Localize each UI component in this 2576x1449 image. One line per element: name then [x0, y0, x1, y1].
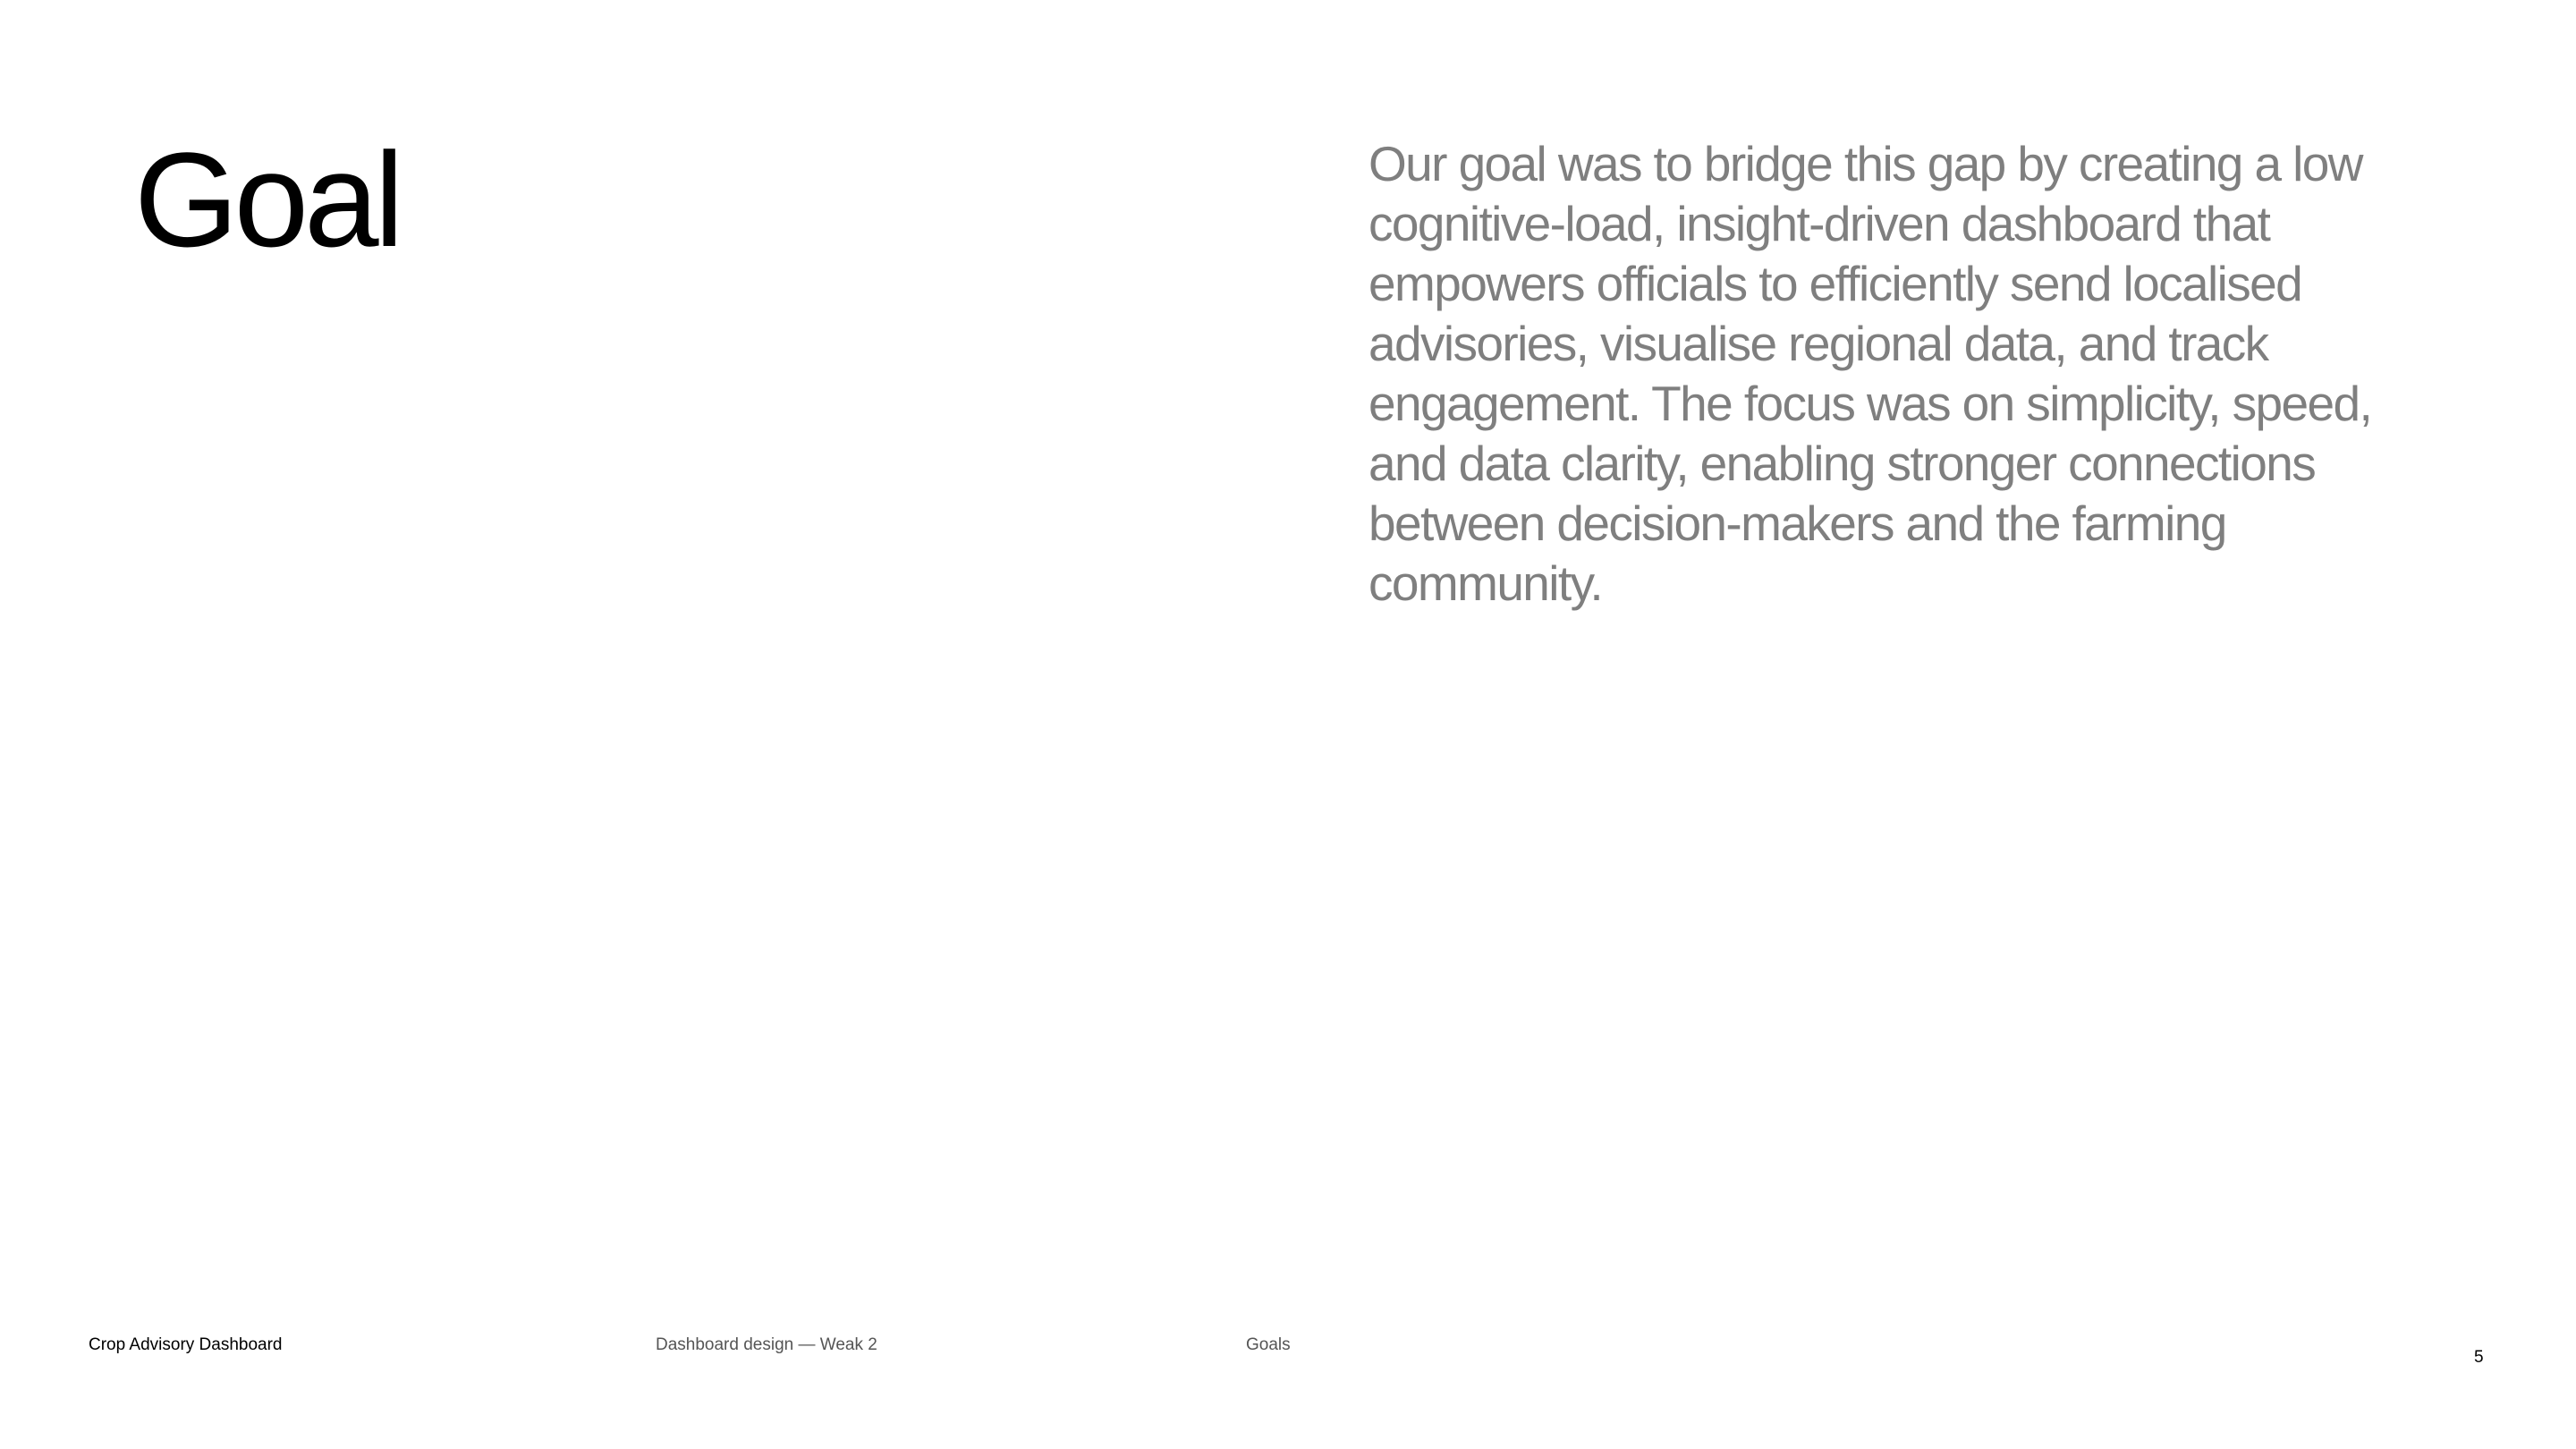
page-number: 5: [2474, 1348, 2484, 1367]
footer-section-label: Goals: [1246, 1335, 1291, 1354]
goal-description: Our goal was to bridge this gap by creating a low cognitive-load, insight-driven dashboard that empowers officials to efficiently send localised advisories, visualise regional data, and track engagement. The focus was on simplicity, speed, and data clarity, enabling stronger connections between decision-makers and the farming community.: [1368, 136, 2372, 611]
footer-project-name: Crop Advisory Dashboard: [89, 1335, 283, 1354]
footer-week-label: Dashboard design — Weak 2: [656, 1335, 877, 1354]
slide-title: Goal: [134, 124, 400, 275]
